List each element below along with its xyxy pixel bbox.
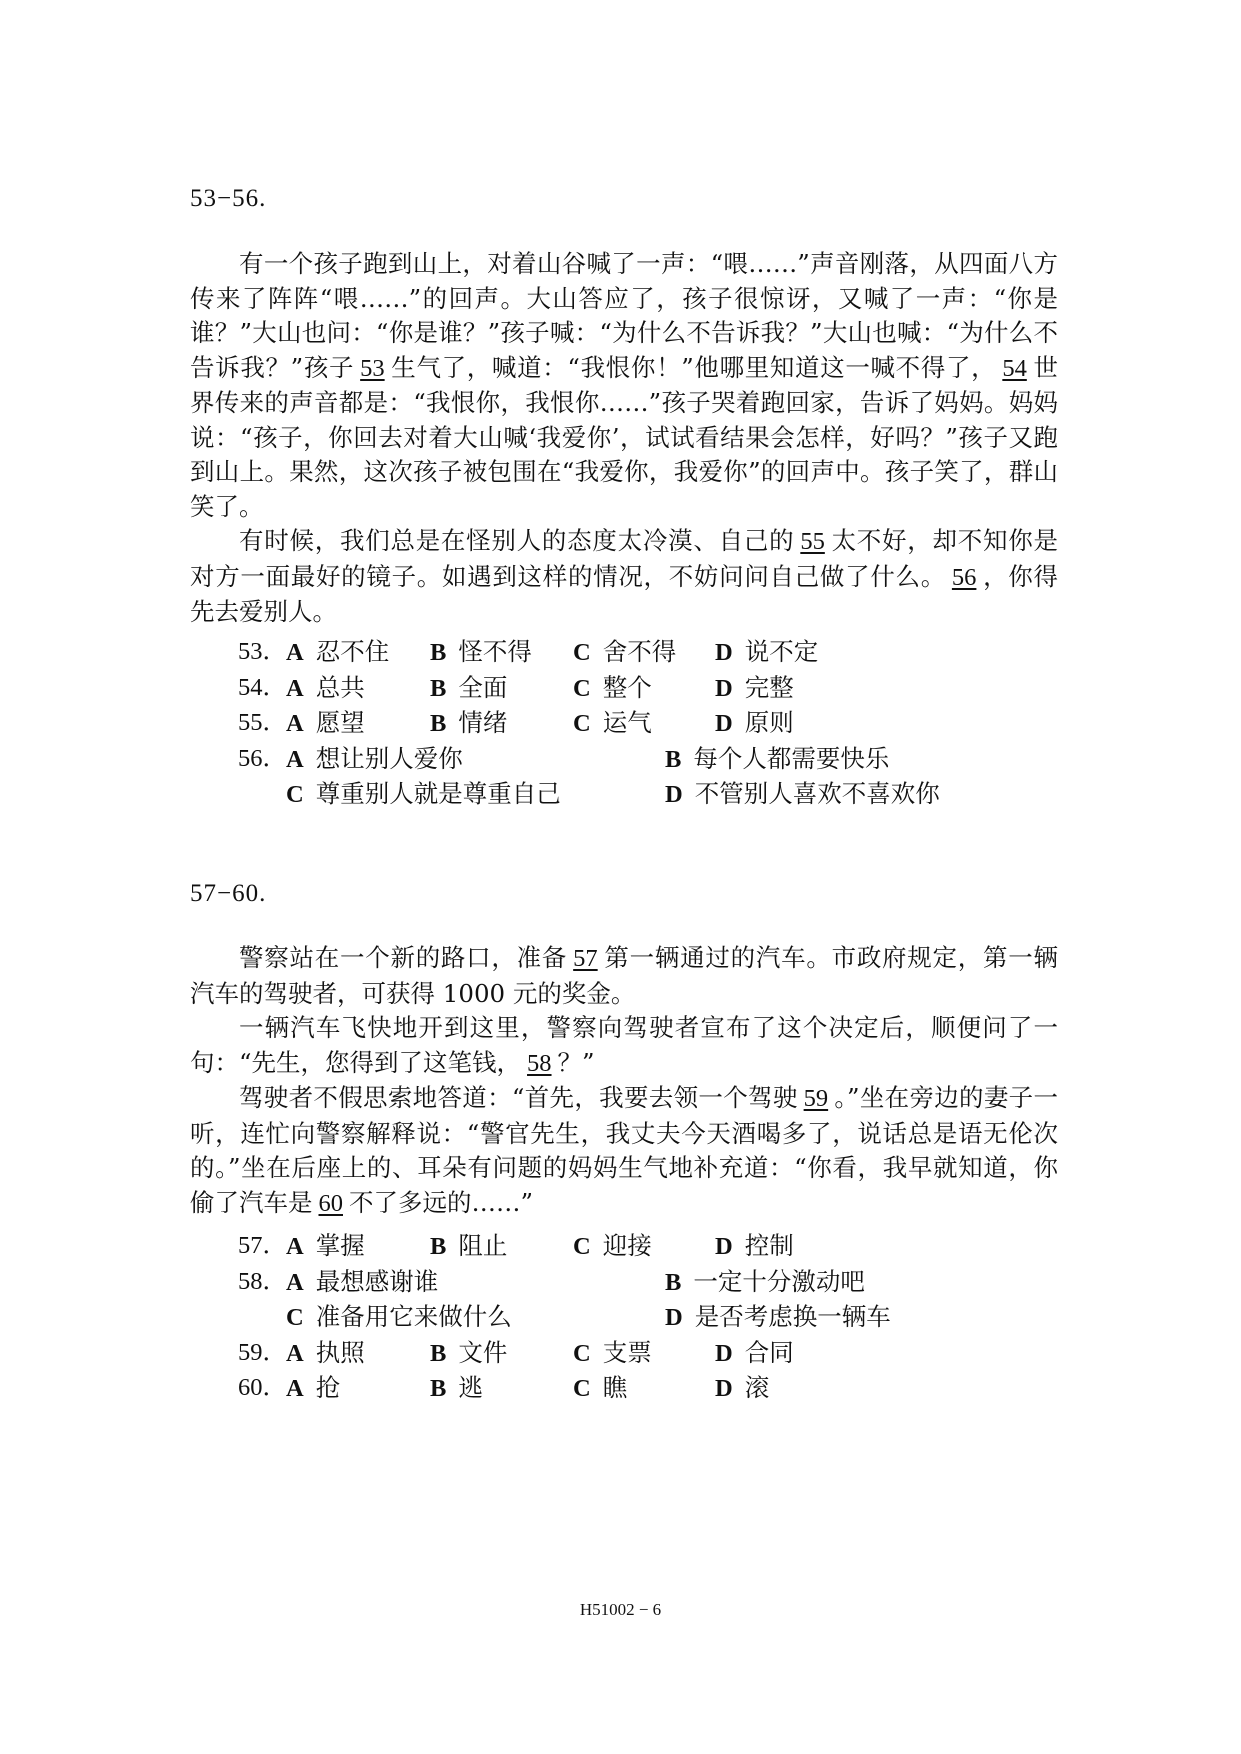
blank-53: 53 <box>360 354 385 382</box>
paragraph: 有一个孩子跑到山上，对着山谷喊了一声：“喂……”声音刚落，从四面八方传来了阵阵“喂……”的回声。大山答应了，孩子很惊讶，又喊了一声：“你是谁？”大山也问：“你是谁？”孩子喊：“为什么不告诉我？”大山也喊：“为什么不告诉我？”孩子 53 生气了，喊道：“我恨你！”他哪里知道这一喊不得了， 54 世界传来的声音都是：“我恨你，我恨你……”孩子哭着跑回家，告诉了妈妈。妈妈说：“孩子，你回去对着大山喊‘我爱你’，试试看结果会怎样，好吗？”孩子又跑到山上。果然，这次孩子被包围在“我爱你，我爱你”的回声中。孩子笑了，群山笑了。 <box>190 249 1058 521</box>
option-a[interactable]: A 执照 <box>286 1337 365 1367</box>
option-b[interactable]: B 情绪 <box>430 708 508 737</box>
option-b[interactable]: B 阻止 <box>430 1231 508 1260</box>
option-d[interactable]: D 控制 <box>715 1231 794 1260</box>
blank-56: 56 <box>951 563 977 591</box>
section-label-57-60: 57−60. <box>190 880 267 907</box>
option-b[interactable]: B 全面 <box>430 672 508 702</box>
blank-59: 59 <box>803 1085 829 1112</box>
option-a[interactable]: A 掌握 <box>286 1231 365 1260</box>
option-b[interactable]: B 文件 <box>430 1337 508 1367</box>
option-c[interactable]: C 舍不得 <box>573 637 677 666</box>
paragraph: 一辆汽车飞快地开到这里，警察向驾驶者宣布了这个决定后，顺便问了一句：“先生，您得到了这笔钱， 58 ？” <box>190 1013 1058 1077</box>
page-footer: H51002 − 6 <box>579 1600 662 1619</box>
option-d[interactable]: D 滚 <box>715 1373 770 1402</box>
question-row <box>190 705 1058 741</box>
question-number: 58． <box>238 1267 287 1295</box>
options-57-60 <box>190 1228 1058 1406</box>
question-row-continued <box>190 776 1058 812</box>
option-b[interactable]: B 一定十分激动吧 <box>665 1266 865 1296</box>
question-row <box>190 670 1058 706</box>
question-number: 55． <box>238 709 287 736</box>
question-row <box>190 1264 1058 1300</box>
blank-60: 60 <box>318 1189 343 1217</box>
blank-57: 57 <box>573 945 598 972</box>
question-number: 54． <box>238 673 287 701</box>
blank-54: 54 <box>1002 354 1027 382</box>
option-d[interactable]: D 是否考虑换一辆车 <box>665 1302 891 1331</box>
question-number: 57． <box>238 1232 287 1259</box>
passage-57-60 <box>190 941 1058 1221</box>
option-d[interactable]: D 说不定 <box>715 637 819 666</box>
section-label-53-56: 53−56. <box>190 185 267 212</box>
option-c[interactable]: C 运气 <box>573 708 652 737</box>
option-b[interactable]: B 逃 <box>430 1373 483 1402</box>
question-number: 56． <box>238 744 287 772</box>
option-a[interactable]: A 忍不住 <box>286 637 390 666</box>
option-c[interactable]: C 整个 <box>573 672 652 702</box>
paragraph: 驾驶者不假思索地答道：“首先，我要去领一个驾驶 59 。”坐在旁边的妻子一听，连忙向警察解释说：“警官先生，我丈夫今天酒喝多了，说话总是语无伦次的。”坐在后座上的、耳朵有问题的妈妈生气地补充道：“你看，我早就知道，你偷了汽车是 60 不了多远的……” <box>190 1083 1058 1217</box>
blank-58: 58 <box>527 1049 552 1077</box>
question-row <box>190 1370 1058 1406</box>
option-d[interactable]: D 合同 <box>715 1337 794 1367</box>
option-c[interactable]: C 瞧 <box>573 1373 628 1402</box>
paragraph: 警察站在一个新的路口，准备 57 第一辆通过的汽车。市政府规定，第一辆汽车的驾驶者，可获得 1000 元的奖金。 <box>190 943 1059 1008</box>
question-row <box>190 634 1058 670</box>
question-row-continued <box>190 1299 1058 1335</box>
question-number: 53． <box>238 638 287 665</box>
passage-53-56 <box>190 247 1058 630</box>
question-row <box>190 741 1058 777</box>
option-c[interactable]: C 支票 <box>573 1337 652 1367</box>
options-53-56 <box>190 634 1058 812</box>
option-a[interactable]: A 抢 <box>286 1373 341 1402</box>
question-row <box>190 1335 1058 1371</box>
paragraph: 有时候，我们总是在怪别人的态度太冷漠、自己的 55 太不好，却不知你是对方一面最好的镜子。如遇到这样的情况，不妨问问自己做了什么。 56 ，你得先去爱别人。 <box>190 526 1059 626</box>
option-a[interactable]: A 愿望 <box>286 708 365 737</box>
option-d[interactable]: D 不管别人喜欢不喜欢你 <box>665 779 940 808</box>
option-d[interactable]: D 原则 <box>715 708 794 737</box>
option-c[interactable]: C 准备用它来做什么 <box>286 1302 512 1331</box>
option-b[interactable]: B 怪不得 <box>430 637 532 666</box>
option-a[interactable]: A 总共 <box>286 672 365 702</box>
question-number: 60． <box>238 1374 287 1401</box>
option-c[interactable]: C 迎接 <box>573 1231 652 1260</box>
option-c[interactable]: C 尊重别人就是尊重自己 <box>286 779 561 808</box>
option-a[interactable]: A 最想感谢谁 <box>286 1266 439 1296</box>
option-b[interactable]: B 每个人都需要快乐 <box>665 743 890 773</box>
option-a[interactable]: A 想让别人爱你 <box>286 743 463 773</box>
question-number: 59． <box>238 1338 287 1366</box>
option-d[interactable]: D 完整 <box>715 672 794 702</box>
blank-55: 55 <box>800 528 825 555</box>
question-row <box>190 1228 1058 1264</box>
